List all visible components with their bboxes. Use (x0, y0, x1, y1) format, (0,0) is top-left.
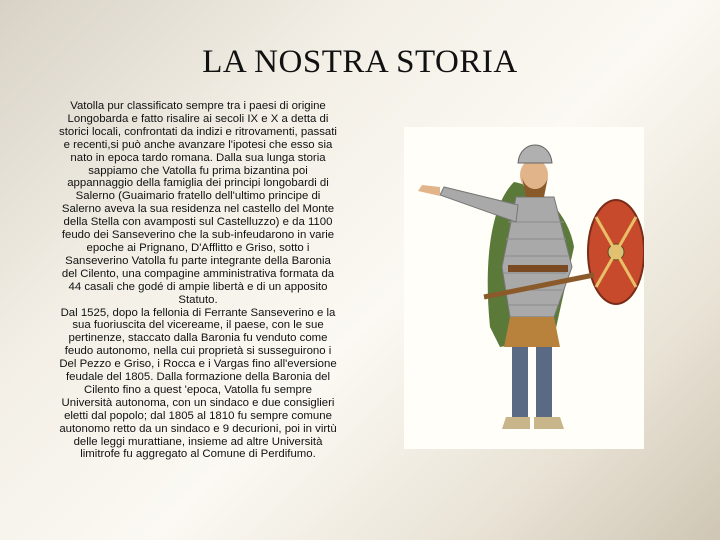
page-title: LA NOSTRA STORIA (202, 44, 518, 80)
warrior-illustration (404, 127, 644, 449)
history-text: Vatolla pur classificato sempre tra i paesi di origine Longobarda e fatto risalire ai secoli IX e X a detta di storici locali, confrontati da indizi e ritrovamenti, passati e recenti,si può anche avanzare l'ipotesi che esso sia nato in epoca tardo romana. Dalla sua lunga storia sappiamo che Vatolla fu prima bizantina poi appannaggio della famiglia dei principi longobardi di Salerno (Guaimario fratello dell'ultimo principe di Salerno aveva la sua residenza nel castello del Monte della Stella con avamposti sul Castelluzzo) e da 1100 feudo dei Sanseverino che la sub-infeudarono in varie epoche ai Prignano, D'Afflitto e Griso, sotto i Sanseverino Vatolla fu parte integrante della Baronia del Cilento, una compagine amministrativa formata da 44 casali che godé di ampie libertà e di un apposito Statuto. Dal 1525, dopo la fellonia di Ferrante Sanseverino e la sua fuoriuscita del vicereame, il paese, con le sue pertinenze, staccato dalla Baronia fu venduto come feudo autonomo, nella cui proprietà si susseguirono i Del Pezzo e Griso, i Rocca e i Vargas fino all'eversione feudale del 1805. Dalla formazione della Baronia del Cilento fino a quest 'epoca, Vatolla fu sempre Università autonoma, con un sindaco e due consiglieri eletti dal popolo; dal 1805 al 1810 fu sempre comune autonomo retto da un sindaco e 9 decurioni, poi in virtù delle leggi murattiane, insieme ad altre Università limitrofe fu aggregato al Comune di Perdifumo. (59, 100, 337, 461)
